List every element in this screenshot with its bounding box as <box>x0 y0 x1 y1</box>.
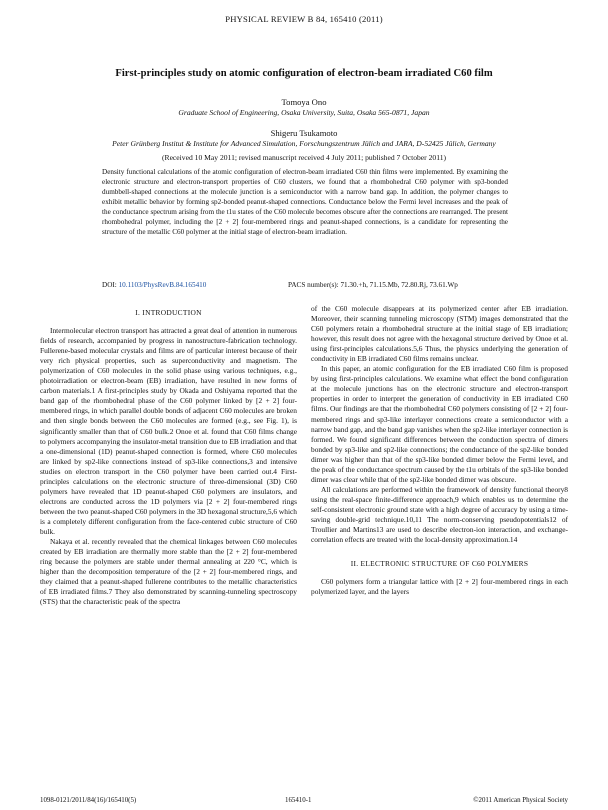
intro-paragraph-2: Nakaya et al. recently revealed that the chemical linkages between C60 molecules created by EB irradiation are thermally more stable than the [2 + 2] four-membered ring because the polymers are stable under thermal annealing at 220 °C, which is higher than the decomposition temperature of the [2 + 2] four-membered rings, and they claimed that a peanut-shaped fullerene contributes to the metallic characteristics of EB irradiated films.7 They also demonstrated by scanning-tunneling spectroscopy (STS) that the characteristic peak of the spectra <box>40 537 297 607</box>
right-paragraph-2: In this paper, an atomic configuration for the EB irradiated C60 film is proposed by using first-principles calculations. We examine what effect the bond configuration at the molecule junctions has on the electronic structure and electron-transport properties in order to interpret the generation of conductivity in EB irradiated C60 films. Our findings are that the rhombohedral C60 polymers consisting of [2 + 2] four-membered rings and sp3-like interlayer connections create a semiconductor with a narrow band gap, and the band gap vanishes when the sp2-like interlayer connection is formed. We found significant differences between the conduction spectra of dimers bonded by sp3-like and sp2-like connections; the conductance of the sp2-like bonded dimer was higher than that of the sp3-like bonded dimer below the Fermi level, and the peak of the conductance spectrum caused by the t1u orbitals of the sp3-like bonded dimer was clear while that of the sp2-like bonded dimer was obscure. <box>311 364 568 484</box>
section-heading-electronic-structure: II. ELECTRONIC STRUCTURE OF C60 POLYMERS <box>350 559 529 569</box>
section2-paragraph-1: C60 polymers form a triangular lattice with [2 + 2] four-membered rings in each polymerized layer, and the layers <box>311 577 568 597</box>
footer-issn: 1098-0121/2011/84(16)/165410(5) <box>40 797 137 804</box>
intro-paragraph-1: Intermolecular electron transport has attracted a great deal of attention in numerous fields of research, accompanied by progress in nanostructure-fabrication technology. Fullerene-based molecular crystals and films are of particular interest because of their very rich physical properties, such as superconductivity and magnetism. The polymerization of C60 molecules in the solid phase using various techniques, e.g., photoirradiation or electron-beam (EB) irradiation, have resulted in new forms of carbon materials.1 A first-principles study by Okada and Oshiyama reported that the band gap of the rhombohedral phase of the C60 polymer linked by [2 + 2] four-membered rings, in which parallel double bonds of adjacent C60 molecules are broken and then single bonds between the C60 molecules are formed (e.g., see Fig. 1), is significantly smaller than that of C60 bulk.2 Onoe et al. found that C60 films change to polymers accompanying the insulator-metal transition due to EB irradiation and that a one-dimensional (1D) peanut-shaped connection is formed, where C60 molecules are linked by sp2-like connections instead of sp3-like connections,3 and intensive studies on electron transport in the C60 polymer have been carried out.4 First-principles calculations on the electronic structure of three-dimensional (3D) C60 polymers have revealed that 1D peanut-shaped C60 polymers are insulators, and electrons are conducted across the 1D polymers via [2 + 2] four-membered rings between the two peanut-shaped C60 polymers in the 3D hexagonal structure,5,6 which is a completely different configuration from the face-centered cubic structure of C60 bulk. <box>40 326 297 536</box>
doi-label: DOI: <box>102 281 117 289</box>
pacs-numbers: PACS number(s): 71.30.+h, 71.15.Mb, 72.80.Rj, 73.61.Wp <box>288 281 458 289</box>
footer-page-number: 165410-1 <box>285 797 312 804</box>
author-name-1: Tomoya Ono <box>281 97 327 107</box>
author-affiliation-2: Peter Grünberg Institut & Institute for Advanced Simulation, Forschungszentrum Jülich and JARA, D-52425 Jülich, Germany <box>112 139 496 148</box>
right-paragraph-1: of the C60 molecule disappears at its polymerized center after EB irradiation. Moreover, their scanning tunneling microscopy (STM) images demonstrated that the C60 polymers retain a rhombohedral structure at the initial stage of EB irradiation; however, this result does not agree with the hexagonal structure derived by Onoe et al. using first-principles calculations.5,6 Thus, the physics underlying the generation of conductivity in EB irradiated C60 films remains unclear. <box>311 304 568 364</box>
doi-link[interactable]: 10.1103/PhysRevB.84.165410 <box>118 281 207 289</box>
abstract: Density functional calculations of the atomic configuration of electron-beam irradiated C60 thin films were implemented. By examining the electronic structure and electron-transport properties of C60 clusters, we found that a rhombohedral C60 polymer with sp3-bonded dumbbell-shaped connections at the molecule junction is a semiconductor with a narrow band gap. In addition, the polymer changes to exhibit metallic behavior by forming sp2-bonded peanut-shaped connections. Conductance below the Fermi level increases and the peak of the conductance spectrum arising from the t1u states of the C60 molecule becomes obscure after the connections are rearranged. The present rhombohedral polymer, including the [2 + 2] four-membered rings and peanut-shaped connections, is a candidate for representing the structure of the metallic C60 polymer at the initial stage of electron-beam irradiation. <box>102 168 508 236</box>
section-heading-introduction: I. INTRODUCTION <box>135 308 202 317</box>
right-paragraph-3: All calculations are performed within the framework of density functional theory8 using the real-space finite-difference approach,9 which enables us to determine the self-consistent electronic ground state with a high degree of accuracy by using a time-saving double-grid technique.10,11 The norm-conserving pseudopotentials12 of Troullier and Martins13 are used to describe electron-ion interaction, and exchange-correlation effects are treated with the local-density approximation.14 <box>311 484 568 545</box>
received-dates: (Received 10 May 2011; revised manuscript received 4 July 2011; published 7 October 2011) <box>161 153 447 162</box>
journal-header: PHYSICAL REVIEW B 84, 165410 (2011) <box>225 14 383 24</box>
author-name-2: Shigeru Tsukamoto <box>270 128 338 138</box>
doi <box>102 281 206 289</box>
author-affiliation-1: Graduate School of Engineering, Osaka University, Suita, Osaka 565-0871, Japan <box>178 108 430 117</box>
right-column <box>311 304 568 597</box>
paper-title: First-principles study on atomic configuration of electron-beam irradiated C60 film <box>115 68 493 79</box>
left-column <box>40 308 297 607</box>
footer-copyright: ©2011 American Physical Society <box>473 797 568 804</box>
